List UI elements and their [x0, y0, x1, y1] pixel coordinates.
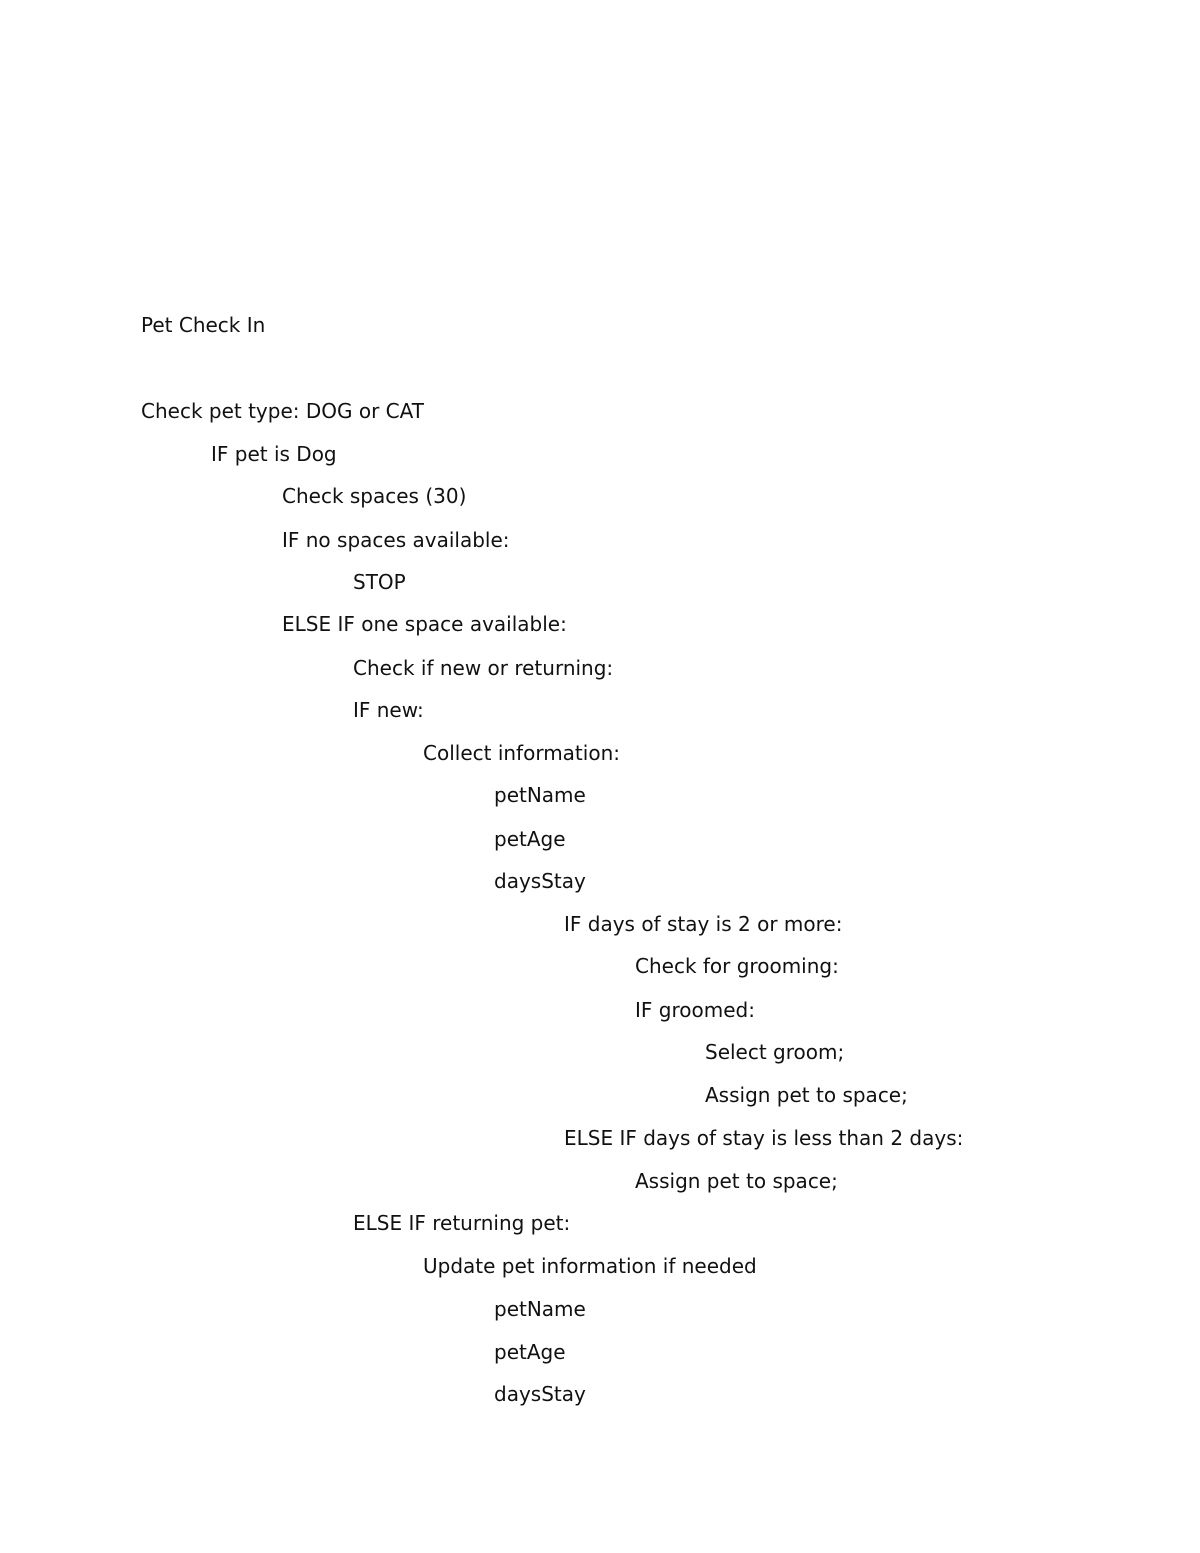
pseudocode-line: IF new:: [353, 698, 424, 722]
pseudocode-line: daysStay: [494, 1382, 586, 1406]
pseudocode-line: Assign pet to space;: [705, 1083, 908, 1107]
pseudocode-line: IF pet is Dog: [211, 442, 337, 466]
pseudocode-line: Collect information:: [423, 741, 620, 765]
pseudocode-line: IF groomed:: [635, 998, 755, 1022]
pseudocode-line: ELSE IF returning pet:: [353, 1211, 571, 1235]
pseudocode-line: ELSE IF days of stay is less than 2 days:: [564, 1126, 964, 1150]
pseudocode-line: petAge: [494, 827, 566, 851]
pseudocode-line: petName: [494, 1297, 586, 1321]
pseudocode-line: petName: [494, 783, 586, 807]
pseudocode-line: IF no spaces available:: [282, 528, 510, 552]
pseudocode-line: Update pet information if needed: [423, 1254, 757, 1278]
pseudocode-line: Assign pet to space;: [635, 1169, 838, 1193]
pseudocode-line: Check for grooming:: [635, 954, 839, 978]
pseudocode-line: Check pet type: DOG or CAT: [141, 399, 424, 423]
pseudocode-line: IF days of stay is 2 or more:: [564, 912, 843, 936]
pseudocode-line: petAge: [494, 1340, 566, 1364]
pseudocode-line: STOP: [353, 570, 406, 594]
pseudocode-line: Check spaces (30): [282, 484, 467, 508]
pseudocode-line: daysStay: [494, 869, 586, 893]
document-title: Pet Check In: [141, 313, 266, 337]
pseudocode-line: ELSE IF one space available:: [282, 612, 567, 636]
pseudocode-line: Check if new or returning:: [353, 656, 614, 680]
pseudocode-line: Select groom;: [705, 1040, 845, 1064]
